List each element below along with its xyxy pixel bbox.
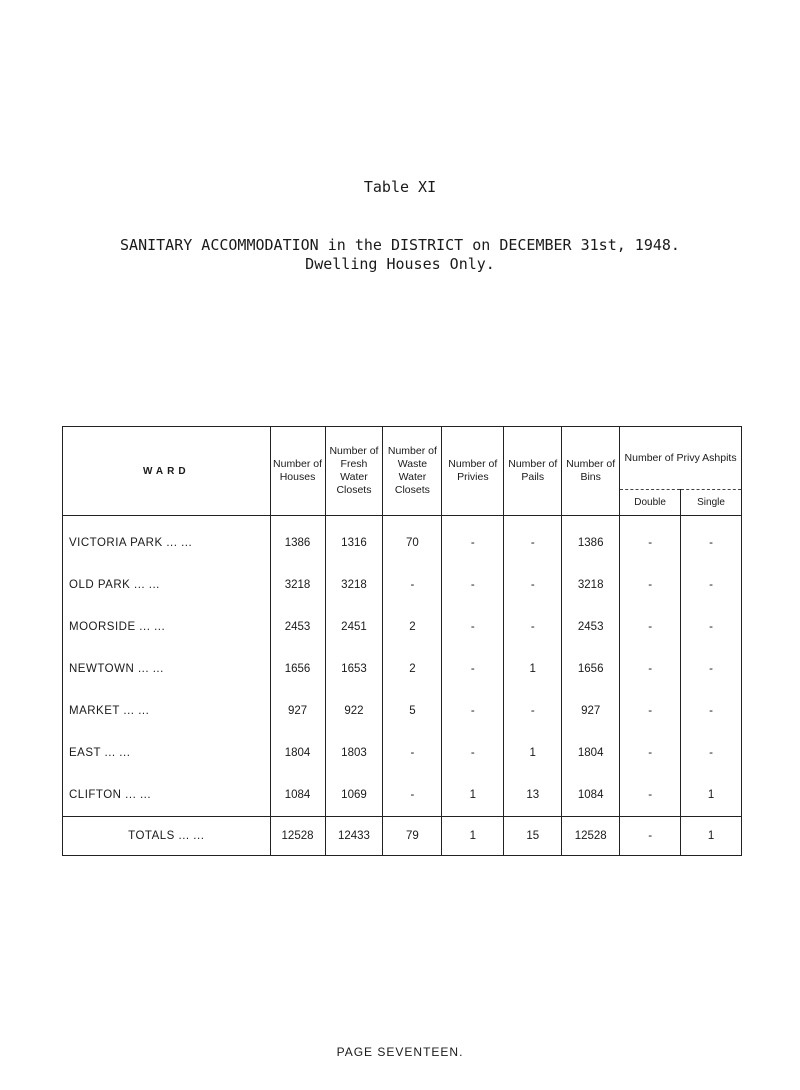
cell-bins: 1656: [562, 648, 620, 690]
header-privies: Number of Privies: [442, 427, 504, 516]
cell-bins: 2453: [562, 606, 620, 648]
cell-privies: -: [442, 564, 504, 606]
header-houses: Number of Houses: [270, 427, 325, 516]
cell-privies: -: [442, 648, 504, 690]
cell-waste: -: [383, 564, 442, 606]
header-single: Single: [681, 490, 742, 516]
cell-bins: 12528: [562, 817, 620, 856]
cell-bins: 927: [562, 690, 620, 732]
cell-single: 1: [681, 774, 742, 817]
cell-houses: 3218: [270, 564, 325, 606]
totals-row: [63, 817, 742, 856]
cell-fresh: 922: [325, 690, 383, 732]
header-bins: Number of Bins: [562, 427, 620, 516]
cell-single: -: [681, 648, 742, 690]
header-privy-ashpits: Number of Privy Ashpits: [620, 427, 742, 490]
table-title: Table XI: [363, 178, 437, 196]
cell-waste: 2: [383, 648, 442, 690]
cell-houses: 12528: [270, 817, 325, 856]
header-pails: Number of Pails: [504, 427, 562, 516]
cell-double: -: [620, 648, 681, 690]
cell-fresh: 12433: [325, 817, 383, 856]
cell-bins: 3218: [562, 564, 620, 606]
table-row: [63, 690, 742, 732]
cell-pails: -: [504, 516, 562, 565]
cell-fresh: 1316: [325, 516, 383, 565]
cell-double: -: [620, 690, 681, 732]
cell-pails: -: [504, 564, 562, 606]
table-row: [63, 774, 742, 817]
header-double: Double: [620, 490, 681, 516]
cell-double: -: [620, 606, 681, 648]
cell-single: -: [681, 606, 742, 648]
cell-waste: 79: [383, 817, 442, 856]
cell-houses: 927: [270, 690, 325, 732]
cell-ward: VICTORIA PARK ... ...: [63, 516, 271, 565]
table-row: [63, 516, 742, 565]
table-row: [63, 648, 742, 690]
cell-single: -: [681, 564, 742, 606]
cell-bins: 1386: [562, 516, 620, 565]
cell-privies: 1: [442, 774, 504, 817]
cell-double: -: [620, 732, 681, 774]
cell-pails: 1: [504, 648, 562, 690]
cell-fresh: 1069: [325, 774, 383, 817]
cell-houses: 1084: [270, 774, 325, 817]
cell-waste: 5: [383, 690, 442, 732]
cell-waste: -: [383, 732, 442, 774]
cell-bins: 1804: [562, 732, 620, 774]
cell-double: -: [620, 817, 681, 856]
cell-ward: NEWTOWN ... ...: [63, 648, 271, 690]
page-footer: PAGE SEVENTEEN.: [336, 1045, 464, 1059]
cell-houses: 1386: [270, 516, 325, 565]
cell-privies: 1: [442, 817, 504, 856]
table-scope-note: Dwelling Houses Only.: [305, 255, 495, 273]
cell-pails: -: [504, 690, 562, 732]
table-row: [63, 732, 742, 774]
cell-houses: 1656: [270, 648, 325, 690]
cell-single: -: [681, 690, 742, 732]
cell-privies: -: [442, 606, 504, 648]
cell-bins: 1084: [562, 774, 620, 817]
cell-ward: TOTALS ... ...: [63, 817, 271, 856]
cell-fresh: 1803: [325, 732, 383, 774]
cell-privies: -: [442, 690, 504, 732]
cell-double: -: [620, 516, 681, 565]
cell-fresh: 3218: [325, 564, 383, 606]
cell-ward: OLD PARK ... ...: [63, 564, 271, 606]
cell-fresh: 1653: [325, 648, 383, 690]
cell-pails: 15: [504, 817, 562, 856]
cell-houses: 1804: [270, 732, 325, 774]
cell-pails: -: [504, 606, 562, 648]
header-ward: WARD: [63, 427, 271, 516]
cell-houses: 2453: [270, 606, 325, 648]
cell-waste: 2: [383, 606, 442, 648]
cell-fresh: 2451: [325, 606, 383, 648]
header-waste-water-closets: Number of Waste Water Closets: [383, 427, 442, 516]
cell-single: -: [681, 732, 742, 774]
cell-double: -: [620, 774, 681, 817]
cell-ward: MOORSIDE ... ...: [63, 606, 271, 648]
cell-ward: EAST ... ...: [63, 732, 271, 774]
cell-privies: -: [442, 732, 504, 774]
table-row: [63, 564, 742, 606]
cell-pails: 1: [504, 732, 562, 774]
cell-ward: CLIFTON ... ...: [63, 774, 271, 817]
header-fresh-water-closets: Number of Fresh Water Closets: [325, 427, 383, 516]
sanitary-accommodation-table: [62, 426, 742, 856]
table-row: [63, 606, 742, 648]
cell-single: 1: [681, 817, 742, 856]
cell-waste: -: [383, 774, 442, 817]
cell-single: -: [681, 516, 742, 565]
cell-waste: 70: [383, 516, 442, 565]
cell-privies: -: [442, 516, 504, 565]
table-subtitle: SANITARY ACCOMMODATION in the DISTRICT on DECEMBER 31st, 1948.: [120, 236, 680, 254]
cell-double: -: [620, 564, 681, 606]
cell-ward: MARKET ... ...: [63, 690, 271, 732]
cell-pails: 13: [504, 774, 562, 817]
